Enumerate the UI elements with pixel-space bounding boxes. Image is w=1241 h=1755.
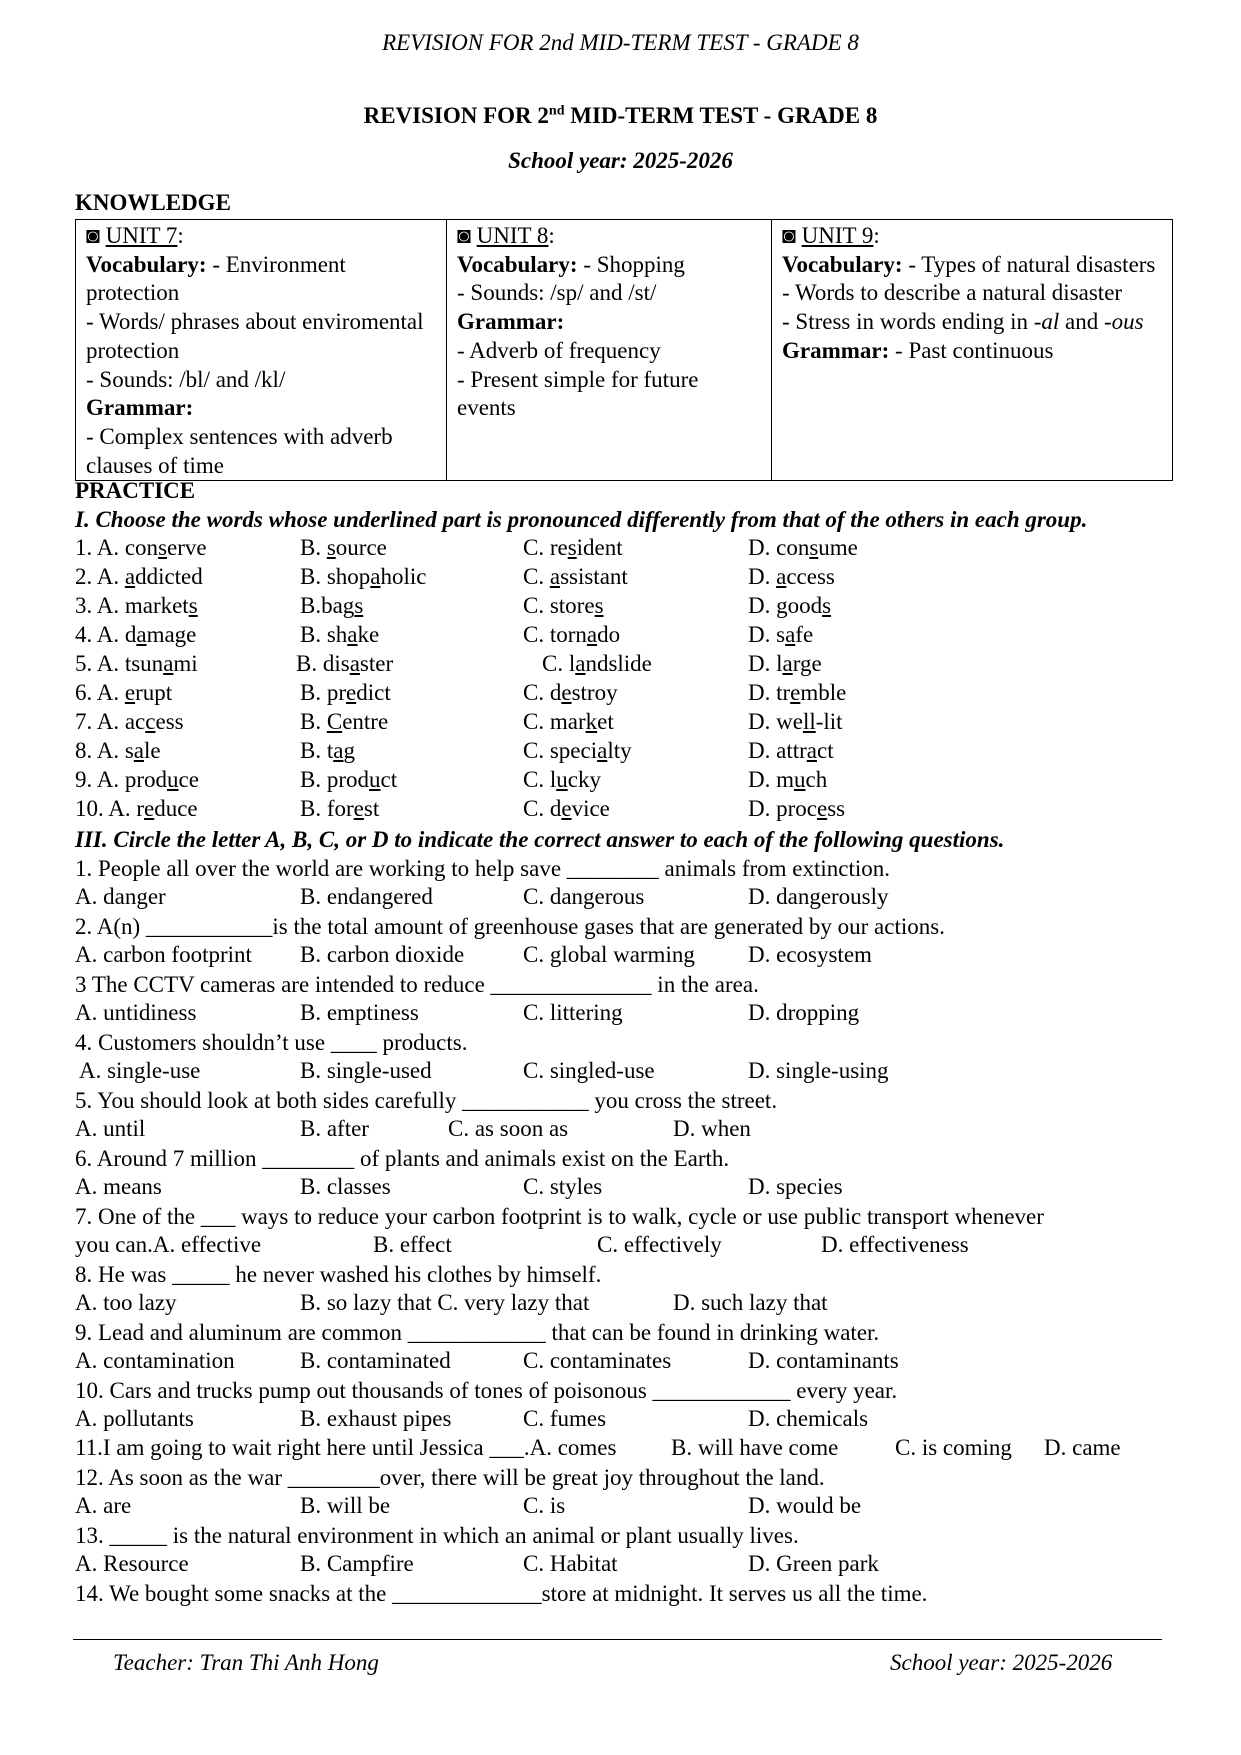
question-8: 8. He was _____ he never washed his clothes by himself. [75,1262,602,1287]
q3-option-b: B. emptiness [300,1000,419,1025]
q1-option-d: D. dangerously [748,884,889,909]
question-5: 5. You should look at both sides carefully ___________ you cross the street. [75,1088,778,1113]
q3-option-d: D. dropping [748,1000,860,1025]
q6-option-d: D. species [748,1174,843,1199]
question-12: 12. As soon as the war ________over, there will be great joy throughout the land. [75,1465,825,1490]
practice-heading: PRACTICE [75,478,196,503]
q13-option-b: B. Campfire [300,1551,414,1576]
question-6: 6. Around 7 million ________ of plants and animals exist on the Earth. [75,1146,730,1171]
q11-option-c: C. is coming [895,1435,1012,1460]
question-11: 11.I am going to wait right here until Jessica ___.A. comes [75,1435,617,1460]
q5-option-d: D. when [673,1116,751,1141]
q5-option-a: A. until [75,1116,146,1141]
q2-option-d: D. ecosystem [748,942,872,967]
q8-option-a: A. too lazy [75,1290,177,1315]
q13-option-a: A. Resource [75,1551,189,1576]
q8-option-d: D. such lazy that [673,1290,828,1315]
question-10: 10. Cars and trucks pump out thousands of tones of poisonous ____________ every year. [75,1378,898,1403]
question-14: 14. We bought some snacks at the _____________store at midnight. It serves us all the time. [75,1581,928,1606]
q4-option-b: B. single-used [300,1058,432,1083]
unit-9-cell: ◙ UNIT 9: Vocabulary: - Types of natural disasters - Words to describe a natural disaster - Stress in words ending in -al and -ous Grammar: - Past continuous [772,220,1173,481]
question-3: 3 The CCTV cameras are intended to reduce ______________ in the area. [75,972,759,997]
q9-option-b: B. contaminated [300,1348,451,1373]
unit-8-title: UNIT 8 [476,223,549,248]
question-1: 1. People all over the world are working to help save ________ animals from extinction. [75,856,891,881]
part1-instruction: I. Choose the words whose underlined part is pronounced differently from that of the others in each group. [75,507,1088,532]
footer-teacher: Teacher: Tran Thi Anh Hong [113,1650,379,1675]
q6-option-c: C. styles [523,1174,603,1199]
q12-option-b: B. will be [300,1493,391,1518]
q11-option-d: D. came [1044,1435,1121,1460]
q4-option-a: A. single-use [79,1058,201,1083]
q7-option-c: C. effectively [597,1232,722,1257]
q10-option-a: A. pollutants [75,1406,194,1431]
running-header: REVISION FOR 2nd MID-TERM TEST - GRADE 8 [382,30,859,55]
q3-option-c: C. littering [523,1000,623,1025]
q6-option-a: A. means [75,1174,162,1199]
q9-option-d: D. contaminants [748,1348,899,1373]
q12-option-a: A. are [75,1493,132,1518]
knowledge-heading: KNOWLEDGE [75,190,231,215]
knowledge-table [75,219,1173,481]
q2-option-c: C. global warming [523,942,695,967]
q7-continuation: you can.A. effective [75,1232,262,1257]
q5-option-b: B. after [300,1116,369,1141]
part3-instruction: III. Circle the letter A, B, C, or D to indicate the correct answer to each of the following questions. [75,827,1005,852]
q1-option-a: A. danger [75,884,166,909]
q6-option-b: B. classes [300,1174,391,1199]
unit-9-title: UNIT 9 [801,223,874,248]
q8-option-bc: B. so lazy that C. very lazy that [300,1290,590,1315]
q4-option-d: D. single-using [748,1058,889,1083]
question-9: 9. Lead and aluminum are common ____________ that can be found in drinking water. [75,1320,880,1345]
q2-option-a: A. carbon footprint [75,942,252,967]
q1-option-b: B. endangered [300,884,433,909]
document-title: REVISION FOR 2nd MID-TERM TEST - GRADE 8 [363,103,878,128]
q9-option-a: A. contamination [75,1348,235,1373]
question-13: 13. _____ is the natural environment in which an animal or plant usually lives. [75,1523,799,1548]
q13-option-c: C. Habitat [523,1551,618,1576]
q3-option-a: A. untidiness [75,1000,197,1025]
school-year: School year: 2025-2026 [508,148,733,173]
q12-option-c: C. is [523,1493,566,1518]
q4-option-c: C. singled-use [523,1058,655,1083]
unit-8-cell: ◙ UNIT 8: Vocabulary: - Shopping - Sounds: /sp/ and /st/ Grammar: - Adverb of frequency - Present simple for future events [447,220,772,481]
q2-option-b: B. carbon dioxide [300,942,465,967]
footer-school-year: School year: 2025-2026 [890,1650,1113,1675]
q9-option-c: C. contaminates [523,1348,672,1373]
question-7: 7. One of the ___ ways to reduce your carbon footprint is to walk, cycle or use public transport whenever [75,1204,1044,1229]
q12-option-d: D. would be [748,1493,862,1518]
footer-divider [73,1639,1162,1640]
q7-option-b: B. effect [373,1232,452,1257]
q7-option-d: D. effectiveness [821,1232,969,1257]
question-2: 2. A(n) ___________is the total amount of greenhouse gases that are generated by our actions. [75,914,945,939]
unit-7-title: UNIT 7 [105,223,178,248]
q13-option-d: D. Green park [748,1551,879,1576]
unit-7-cell: ◙ UNIT 7: Vocabulary: - Environment protection - Words/ phrases about enviromental protection - Sounds: /bl/ and /kl/ Grammar: - Complex sentences with adverb clauses of time [76,220,447,481]
q1-option-c: C. dangerous [523,884,645,909]
q11-option-b: B. will have come [671,1435,839,1460]
q5-option-c: C. as soon as [448,1116,569,1141]
q10-option-b: B. exhaust pipes [300,1406,452,1431]
q10-option-c: C. fumes [523,1406,607,1431]
question-4: 4. Customers shouldn’t use ____ products. [75,1030,468,1055]
q10-option-d: D. chemicals [748,1406,869,1431]
